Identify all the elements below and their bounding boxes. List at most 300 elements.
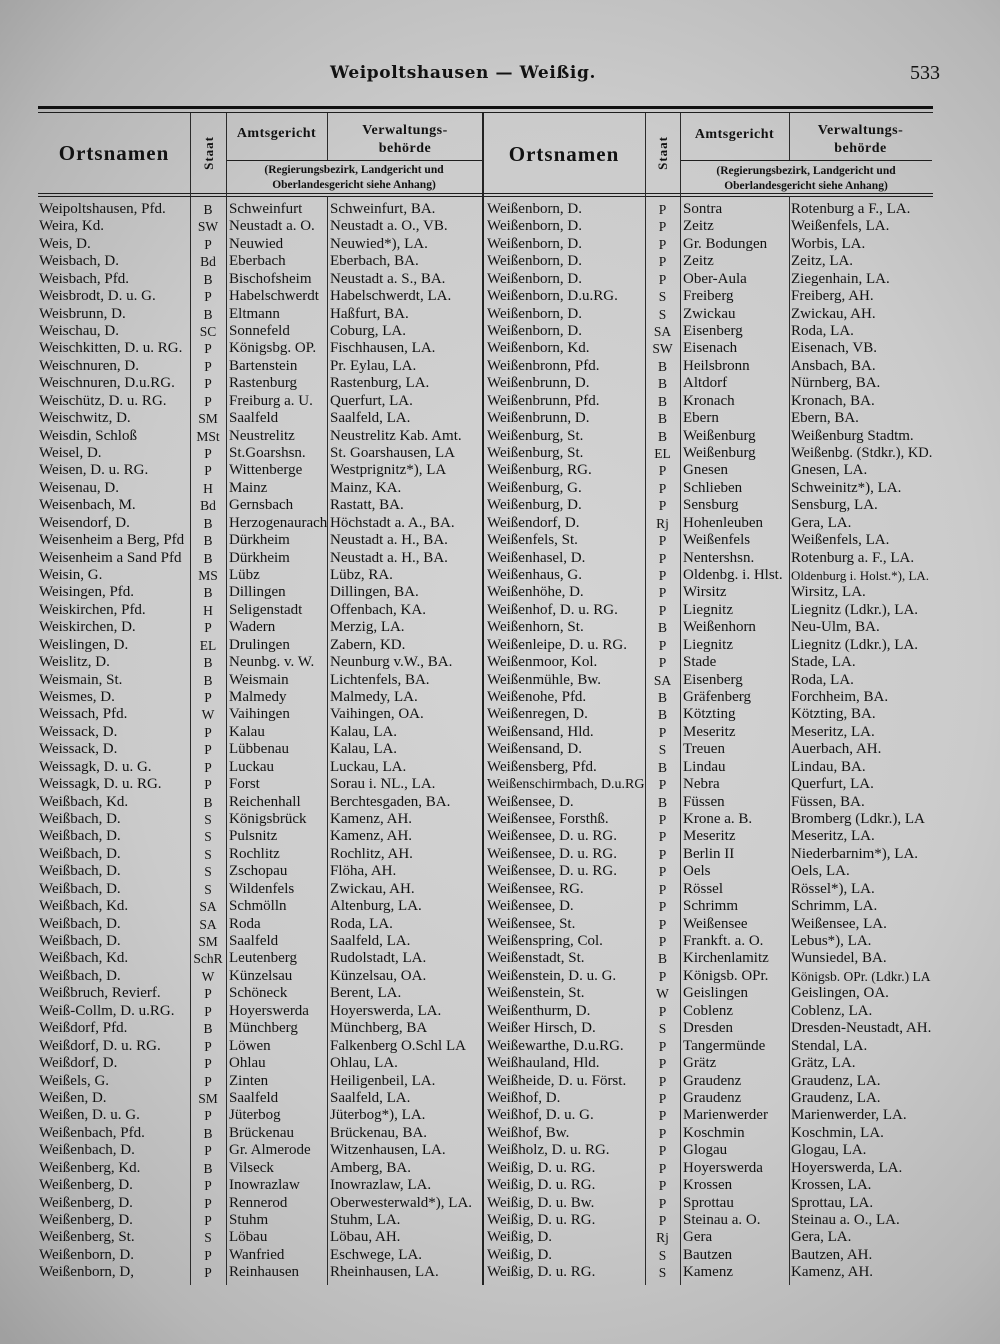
administrative-authority-cell: Kronach, BA. bbox=[791, 392, 875, 409]
table-row bbox=[483, 968, 932, 985]
administrative-authority-cell: Löbau, AH. bbox=[330, 1229, 401, 1246]
state-cell: P bbox=[204, 236, 212, 252]
administrative-authority-cell: Querfurt, LA. bbox=[791, 776, 874, 793]
state-cell: B bbox=[657, 428, 667, 444]
administrative-authority-cell: Forchheim, BA. bbox=[791, 689, 889, 706]
state-cell: P bbox=[658, 777, 667, 793]
table-row bbox=[483, 672, 932, 689]
administrative-authority-cell: Roda, LA. bbox=[791, 671, 854, 688]
state-cell: B bbox=[203, 515, 213, 531]
table-row bbox=[38, 863, 483, 880]
table-row bbox=[38, 1160, 483, 1177]
district-court-cell: Oldenbg. i. Hlst. bbox=[683, 567, 783, 584]
place-name-cell: Weisenau, D. bbox=[39, 479, 120, 496]
state-cell: B bbox=[657, 759, 667, 775]
table-row bbox=[38, 689, 483, 706]
state-cell: S bbox=[658, 289, 667, 305]
state-cell: P bbox=[658, 254, 667, 270]
table-row bbox=[38, 515, 483, 532]
left-column-body bbox=[38, 201, 483, 1282]
state-cell: SA bbox=[653, 672, 672, 688]
administrative-authority-cell: Schweinfurt, BA. bbox=[330, 201, 436, 217]
column-header-district-court: Amtsgericht bbox=[694, 127, 775, 142]
administrative-authority-cell: Neustadt a. S., BA. bbox=[330, 270, 446, 287]
administrative-authority-cell: Weißensee, LA. bbox=[791, 915, 887, 932]
administrative-authority-cell: Kamenz, AH. bbox=[330, 811, 413, 828]
table-row bbox=[38, 619, 483, 636]
administrative-authority-cell: Rastatt, BA. bbox=[330, 497, 404, 514]
table-row bbox=[38, 1229, 483, 1246]
place-name-cell: Weißendorf, D. bbox=[487, 514, 580, 531]
state-cell: P bbox=[658, 1143, 667, 1159]
administrative-authority-cell: Neu-Ulm, BA. bbox=[791, 619, 880, 636]
table-row bbox=[38, 306, 483, 323]
district-court-cell: Heilsbronn bbox=[683, 357, 750, 374]
administrative-authority-cell: Ebern, BA. bbox=[791, 410, 859, 427]
administrative-authority-cell: Westprignitz*), LA bbox=[330, 462, 447, 479]
place-name-cell: Weißheide, D. u. Först. bbox=[487, 1072, 627, 1089]
state-cell: P bbox=[658, 480, 667, 496]
state-cell: P bbox=[658, 1090, 667, 1106]
state-cell: B bbox=[657, 951, 667, 967]
administrative-authority-cell: Berent, LA. bbox=[330, 985, 402, 1002]
state-cell: P bbox=[658, 1212, 667, 1228]
page-number: 533 bbox=[910, 62, 940, 84]
place-name-cell: Weißenborn, D, bbox=[39, 1264, 135, 1281]
table-row bbox=[483, 1073, 932, 1090]
column-header-state-label: Staat bbox=[655, 136, 670, 170]
place-name-cell: Weißenstadt, St. bbox=[487, 950, 585, 967]
administrative-authority-cell: Bromberg (Ldkr.), LA bbox=[791, 811, 925, 828]
district-court-cell: Hoyerswerda bbox=[229, 1002, 309, 1019]
table-row bbox=[38, 358, 483, 375]
table-row bbox=[38, 1195, 483, 1212]
district-court-cell: Kronach bbox=[683, 392, 735, 409]
place-name-cell: Weißbach, D. bbox=[39, 933, 121, 950]
place-name-cell: Weisbrodt, D. u. G. bbox=[39, 288, 156, 305]
administrative-authority-cell: Steinau a. O., LA. bbox=[791, 1211, 900, 1228]
state-cell: P bbox=[204, 463, 212, 479]
place-name-cell: Weißenspring, Col. bbox=[487, 933, 603, 950]
district-court-cell: Habelschwerdt bbox=[229, 288, 319, 305]
table-row bbox=[38, 236, 483, 253]
administrative-authority-cell: Brückenau, BA. bbox=[330, 1124, 428, 1141]
district-court-cell: Wanfried bbox=[229, 1246, 285, 1263]
state-cell: S bbox=[658, 742, 667, 758]
place-name-cell: Weißig, D. bbox=[487, 1229, 553, 1246]
place-name-cell: Weisel, D. bbox=[39, 445, 102, 462]
administrative-authority-cell: Marienwerder, LA. bbox=[791, 1107, 907, 1124]
administrative-authority-cell: Saalfeld, LA. bbox=[330, 933, 411, 950]
state-cell: SM bbox=[198, 934, 218, 950]
place-name-cell: Weissack, D. bbox=[39, 741, 118, 758]
table-row bbox=[38, 706, 483, 723]
state-cell: P bbox=[658, 724, 667, 740]
district-court-cell: Neuwied bbox=[229, 235, 284, 252]
administrative-authority-cell: Koschmin, LA. bbox=[791, 1124, 884, 1141]
table-row bbox=[483, 1003, 932, 1020]
district-court-cell: Meseritz bbox=[683, 723, 736, 740]
administrative-authority-cell: Neustrelitz Kab. Amt. bbox=[330, 427, 462, 444]
district-court-cell: Sprottau bbox=[683, 1194, 734, 1211]
place-name-cell: Weis, D. bbox=[39, 235, 91, 252]
table-row bbox=[38, 323, 483, 340]
state-cell: P bbox=[658, 1178, 667, 1194]
district-court-cell: Vilseck bbox=[229, 1159, 274, 1176]
administrative-authority-cell: Füssen, BA. bbox=[791, 793, 865, 810]
district-court-cell: Graudenz bbox=[683, 1072, 742, 1089]
place-name-cell: Weißensberg, Pfd. bbox=[487, 758, 597, 775]
district-court-cell: Lindau bbox=[683, 758, 726, 775]
table-row bbox=[38, 497, 483, 514]
table-row bbox=[38, 428, 483, 445]
state-cell: B bbox=[657, 411, 667, 427]
place-name-cell: Weißbach, D. bbox=[39, 915, 121, 932]
state-cell: B bbox=[203, 533, 213, 549]
district-court-cell: Ohlau bbox=[229, 1055, 266, 1072]
table-row bbox=[483, 1107, 932, 1124]
table-row bbox=[38, 1020, 483, 1037]
district-court-cell: Sontra bbox=[683, 201, 723, 217]
district-court-cell: Weißenhorn bbox=[683, 619, 756, 636]
administrative-authority-cell: Oberwesterwald*), LA. bbox=[330, 1194, 473, 1211]
district-court-cell: Zeitz bbox=[683, 253, 714, 270]
table-row bbox=[38, 776, 483, 793]
district-court-cell: Steinau a. O. bbox=[683, 1211, 761, 1228]
district-court-cell: Schweinfurt bbox=[229, 201, 303, 217]
administrative-authority-cell: Neustadt a. H., BA. bbox=[330, 532, 448, 549]
place-name-cell: Weißbach, Kd. bbox=[39, 793, 129, 810]
place-name-cell: Weißenregen, D. bbox=[487, 706, 588, 723]
state-cell: B bbox=[203, 1160, 213, 1176]
administrative-authority-cell: Kalau, LA. bbox=[330, 741, 398, 758]
state-cell: S bbox=[204, 846, 212, 862]
table-row bbox=[483, 1212, 932, 1229]
district-court-cell: Gernsbach bbox=[229, 497, 294, 514]
state-cell: SM bbox=[198, 1090, 218, 1106]
state-cell: P bbox=[658, 899, 667, 915]
table-row bbox=[483, 706, 932, 723]
place-name-cell: Weißenberg, D. bbox=[39, 1211, 133, 1228]
administrative-authority-cell: Kalau, LA. bbox=[330, 723, 398, 740]
header-subrule-right bbox=[680, 160, 932, 161]
table-row bbox=[483, 462, 932, 479]
administrative-authority-cell: Worbis, LA. bbox=[791, 235, 866, 252]
place-name-cell: Weißenbronn, Pfd. bbox=[487, 357, 600, 374]
state-cell: P bbox=[204, 690, 212, 706]
table-row bbox=[38, 1073, 483, 1090]
administrative-authority-cell: Sorau i. NL., LA. bbox=[330, 776, 436, 793]
administrative-authority-cell: Dresden-Neustadt, AH. bbox=[791, 1020, 932, 1037]
state-cell: SC bbox=[199, 324, 217, 339]
place-name-cell: Weißbach, D. bbox=[39, 863, 121, 880]
state-cell: P bbox=[658, 812, 667, 828]
administrative-authority-cell: Graudenz, LA. bbox=[791, 1089, 881, 1106]
district-court-cell: Rössel bbox=[683, 880, 724, 897]
administrative-authority-cell: Jüterbog*), LA. bbox=[330, 1107, 426, 1124]
administrative-authority-cell: Zeitz, LA. bbox=[791, 253, 854, 270]
place-name-cell: Weisbach, Pfd. bbox=[39, 270, 130, 287]
administrative-authority-cell: Weißenburg Stadtm. bbox=[791, 427, 914, 444]
place-name-cell: Weislitz, D. bbox=[39, 654, 110, 671]
state-cell: P bbox=[204, 1003, 212, 1019]
place-name-cell: Weißenborn, D. bbox=[487, 201, 583, 217]
table-row bbox=[38, 637, 483, 654]
administrative-authority-cell: Oels, LA. bbox=[791, 863, 850, 880]
district-court-cell: Marienwerder bbox=[683, 1107, 768, 1124]
district-court-cell: Coblenz bbox=[683, 1002, 733, 1019]
administrative-authority-cell: Kamenz, AH. bbox=[330, 828, 413, 845]
district-court-cell: Gräfenberg bbox=[683, 689, 752, 706]
table-row bbox=[483, 253, 932, 270]
state-cell: B bbox=[657, 794, 667, 810]
administrative-authority-cell: Hoyerswerda, LA. bbox=[330, 1002, 442, 1019]
place-name-cell: Weißdorf, D. u. RG. bbox=[39, 1037, 161, 1054]
place-name-cell: Weißhauland, Hld. bbox=[487, 1055, 600, 1072]
district-court-cell: Frankft. a. O. bbox=[683, 933, 764, 950]
place-name-cell: Weislingen, D. bbox=[39, 636, 129, 653]
state-cell: MS bbox=[198, 568, 218, 584]
table-row bbox=[483, 497, 932, 514]
state-cell: P bbox=[658, 550, 667, 566]
state-cell: MSt bbox=[196, 428, 220, 444]
place-name-cell: Weißenberg, D. bbox=[39, 1177, 133, 1194]
place-name-cell: Weißenfels, St. bbox=[487, 532, 578, 549]
place-name-cell: Weischkitten, D. u. RG. bbox=[39, 340, 183, 357]
district-court-cell: Wildenfels bbox=[229, 880, 295, 897]
state-cell: P bbox=[204, 1195, 212, 1211]
table-row bbox=[483, 863, 932, 880]
district-court-cell: Altdorf bbox=[683, 375, 728, 392]
district-court-cell: Bautzen bbox=[683, 1246, 733, 1263]
district-court-cell: Eberbach bbox=[229, 253, 286, 270]
place-name-cell: Weißels, G. bbox=[39, 1072, 110, 1089]
administrative-authority-cell: Falkenberg O.Schl LA bbox=[330, 1037, 466, 1054]
state-cell: P bbox=[658, 1195, 667, 1211]
state-cell: S bbox=[658, 306, 667, 322]
district-court-cell: Rennerod bbox=[229, 1194, 288, 1211]
table-row bbox=[483, 1229, 932, 1246]
administrative-authority-cell: Mainz, KA. bbox=[330, 479, 402, 496]
state-cell: SM bbox=[198, 411, 218, 427]
administrative-authority-cell: Sprottau, LA. bbox=[791, 1194, 874, 1211]
state-cell: P bbox=[204, 777, 212, 793]
administrative-authority-cell: Neustadt a. H., BA. bbox=[330, 549, 448, 566]
state-cell: B bbox=[203, 585, 213, 601]
place-name-cell: Weißensand, Hld. bbox=[487, 723, 594, 740]
district-court-cell: Eisenach bbox=[683, 340, 738, 357]
table-row bbox=[483, 724, 932, 741]
district-court-cell: Reinhausen bbox=[229, 1264, 299, 1281]
place-name-cell: Weißenhöhe, D. bbox=[487, 584, 584, 601]
district-court-cell: Weißenfels bbox=[683, 532, 751, 549]
table-row bbox=[38, 724, 483, 741]
administrative-authority-cell: Altenburg, LA. bbox=[330, 898, 422, 915]
place-name-cell: Weißensee, D. bbox=[487, 898, 574, 915]
place-name-cell: Weißbach, D. bbox=[39, 845, 121, 862]
administrative-authority-cell: Niederbarnim*), LA. bbox=[791, 845, 919, 862]
place-name-cell: Weißer Hirsch, D. bbox=[487, 1020, 596, 1037]
place-name-cell: Weißenleipe, D. u. RG. bbox=[487, 636, 628, 653]
district-court-cell: Kamenz bbox=[683, 1264, 733, 1281]
district-court-cell: Königsbrück bbox=[229, 811, 307, 828]
place-name-cell: Weißenbrunn, D. bbox=[487, 410, 590, 427]
administrative-authority-cell: Gera, LA. bbox=[791, 514, 852, 531]
table-row bbox=[483, 271, 932, 288]
place-name-cell: Weipoltshausen, Pfd. bbox=[39, 201, 166, 217]
administrative-authority-cell: Höchstadt a. A., BA. bbox=[330, 514, 455, 531]
place-name-cell: Weißbach, D. bbox=[39, 828, 121, 845]
state-cell: P bbox=[658, 1108, 667, 1124]
table-row bbox=[483, 445, 932, 462]
table-row bbox=[38, 288, 483, 305]
place-name-cell: Weißbach, D. bbox=[39, 967, 121, 984]
district-court-cell: Schlieben bbox=[683, 479, 743, 496]
district-court-cell: Freiberg bbox=[683, 288, 734, 305]
administrative-authority-cell: Münchberg, BA bbox=[330, 1020, 428, 1037]
state-cell: P bbox=[204, 1056, 212, 1072]
state-cell: B bbox=[203, 1021, 213, 1037]
place-name-cell: Weißenborn, D. bbox=[487, 218, 583, 235]
administrative-authority-cell: Rotenburg a. F., LA. bbox=[791, 549, 915, 566]
state-cell: Rj bbox=[656, 1230, 669, 1246]
table-row bbox=[38, 741, 483, 758]
place-name-cell: Weißensee, D. bbox=[487, 793, 574, 810]
table-row bbox=[38, 1125, 483, 1142]
table-row bbox=[483, 567, 932, 584]
state-cell: SA bbox=[199, 899, 217, 915]
administrative-authority-cell: Rastenburg, LA. bbox=[330, 375, 430, 392]
state-cell: SA bbox=[199, 916, 217, 932]
district-court-cell: Neustrelitz bbox=[229, 427, 295, 444]
district-court-cell: Löwen bbox=[229, 1037, 271, 1054]
table-row bbox=[38, 1038, 483, 1055]
state-cell: S bbox=[204, 812, 212, 828]
table-row bbox=[38, 532, 483, 549]
state-cell: P bbox=[658, 202, 667, 217]
table-row bbox=[38, 550, 483, 567]
place-name-cell: Weißbach, Kd. bbox=[39, 950, 129, 967]
state-cell: P bbox=[658, 881, 667, 897]
administrative-authority-cell: Graudenz, LA. bbox=[791, 1072, 881, 1089]
state-cell: P bbox=[658, 846, 667, 862]
district-court-cell: Lübz bbox=[229, 567, 260, 584]
place-name-cell: Weiskirchen, Pfd. bbox=[39, 601, 146, 618]
state-cell: P bbox=[204, 759, 212, 775]
state-cell: SA bbox=[653, 324, 672, 339]
administrative-authority-cell: Rudolstadt, LA. bbox=[330, 950, 427, 967]
state-cell: P bbox=[204, 742, 212, 758]
district-court-cell: Meseritz bbox=[683, 828, 736, 845]
state-cell: P bbox=[658, 236, 667, 252]
district-court-cell: Jüterbog bbox=[229, 1107, 281, 1124]
administrative-authority-cell: Lebus*), LA. bbox=[791, 933, 872, 950]
table-row bbox=[38, 950, 483, 967]
table-row bbox=[483, 340, 932, 357]
header-bottom-rule-second bbox=[38, 196, 933, 197]
place-name-cell: Weißdorf, Pfd. bbox=[39, 1020, 128, 1037]
state-cell: B bbox=[203, 1125, 213, 1141]
district-court-cell: Nentershsn. bbox=[683, 549, 755, 566]
table-row bbox=[483, 846, 932, 863]
table-row bbox=[38, 672, 483, 689]
state-cell: Bd bbox=[200, 254, 216, 270]
district-court-cell: Königsb. OPr. bbox=[683, 967, 769, 984]
place-name-cell: Weißenberg, St. bbox=[39, 1229, 135, 1246]
place-name-cell: Weißenborn, Kd. bbox=[487, 340, 590, 357]
place-name-cell: Weischütz, D. u. RG. bbox=[39, 392, 167, 409]
state-cell: W bbox=[201, 707, 215, 723]
column-header-district-court: Amtsgericht bbox=[236, 126, 317, 141]
administrative-authority-cell: Eisenach, VB. bbox=[791, 340, 877, 357]
place-name-cell: Weisin, G. bbox=[39, 567, 103, 584]
administrative-authority-cell: Heiligenbeil, LA. bbox=[330, 1072, 436, 1089]
place-name-cell: Weißewarthe, D.u.RG. bbox=[487, 1037, 624, 1054]
table-row bbox=[38, 933, 483, 950]
table-row bbox=[38, 881, 483, 898]
administrative-authority-cell: Gera, LA. bbox=[791, 1229, 852, 1246]
place-name-cell: Weißenhaus, G. bbox=[487, 567, 583, 584]
district-court-cell: Glogau bbox=[683, 1142, 728, 1159]
administrative-authority-cell: Querfurt, LA. bbox=[330, 392, 413, 409]
table-row bbox=[38, 567, 483, 584]
district-court-cell: Schöneck bbox=[229, 985, 288, 1002]
table-row bbox=[38, 794, 483, 811]
district-court-cell: Tangermünde bbox=[683, 1037, 766, 1054]
district-court-cell: Schrimm bbox=[683, 898, 738, 915]
district-court-cell: Brückenau bbox=[229, 1124, 294, 1141]
table-row bbox=[38, 1212, 483, 1229]
table-row bbox=[483, 759, 932, 776]
state-cell: P bbox=[658, 829, 667, 845]
administrative-authority-cell: Rössel*), LA. bbox=[791, 880, 875, 897]
place-name-cell: Weißhof, D. bbox=[487, 1089, 561, 1106]
place-name-cell: Weißenohe, Pfd. bbox=[487, 689, 587, 706]
place-name-cell: Weißenhasel, D. bbox=[487, 549, 586, 566]
district-court-cell: Zinten bbox=[229, 1072, 269, 1089]
district-court-cell: Graudenz bbox=[683, 1089, 742, 1106]
place-name-cell: Weißholz, D. u. RG. bbox=[487, 1142, 610, 1159]
column-header-note: (Regierungsbezirk, Landgericht und bbox=[264, 164, 444, 176]
top-rule-thin bbox=[38, 112, 933, 113]
state-cell: B bbox=[203, 672, 213, 688]
column-header-place-name: Ortsnamen bbox=[508, 142, 620, 166]
district-court-cell: Wadern bbox=[229, 619, 276, 636]
administrative-authority-cell: Rotenburg a F., LA. bbox=[791, 201, 911, 217]
district-court-cell: Sensburg bbox=[683, 497, 739, 514]
state-cell: P bbox=[658, 1160, 667, 1176]
state-cell: B bbox=[203, 550, 213, 566]
state-cell: S bbox=[658, 1021, 667, 1037]
district-court-cell: Drulingen bbox=[229, 636, 290, 653]
column-header-state bbox=[645, 113, 680, 193]
district-court-cell: Zschopau bbox=[229, 863, 288, 880]
administrative-authority-cell: Amberg, BA. bbox=[330, 1159, 411, 1176]
table-row bbox=[38, 584, 483, 601]
table-row bbox=[483, 1038, 932, 1055]
district-court-cell: Leutenberg bbox=[229, 950, 298, 967]
state-cell: P bbox=[658, 568, 667, 584]
administrative-authority-cell: Pr. Eylau, LA. bbox=[330, 357, 417, 374]
table-row bbox=[38, 602, 483, 619]
place-name-cell: Weisbach, D. bbox=[39, 253, 120, 270]
state-cell: B bbox=[203, 271, 213, 287]
district-court-cell: Schmölln bbox=[229, 898, 287, 915]
table-row bbox=[483, 584, 932, 601]
district-court-cell: Dürkheim bbox=[229, 532, 290, 549]
place-name-cell: Weissack, D. bbox=[39, 723, 118, 740]
administrative-authority-cell: Krossen, LA. bbox=[791, 1177, 872, 1194]
